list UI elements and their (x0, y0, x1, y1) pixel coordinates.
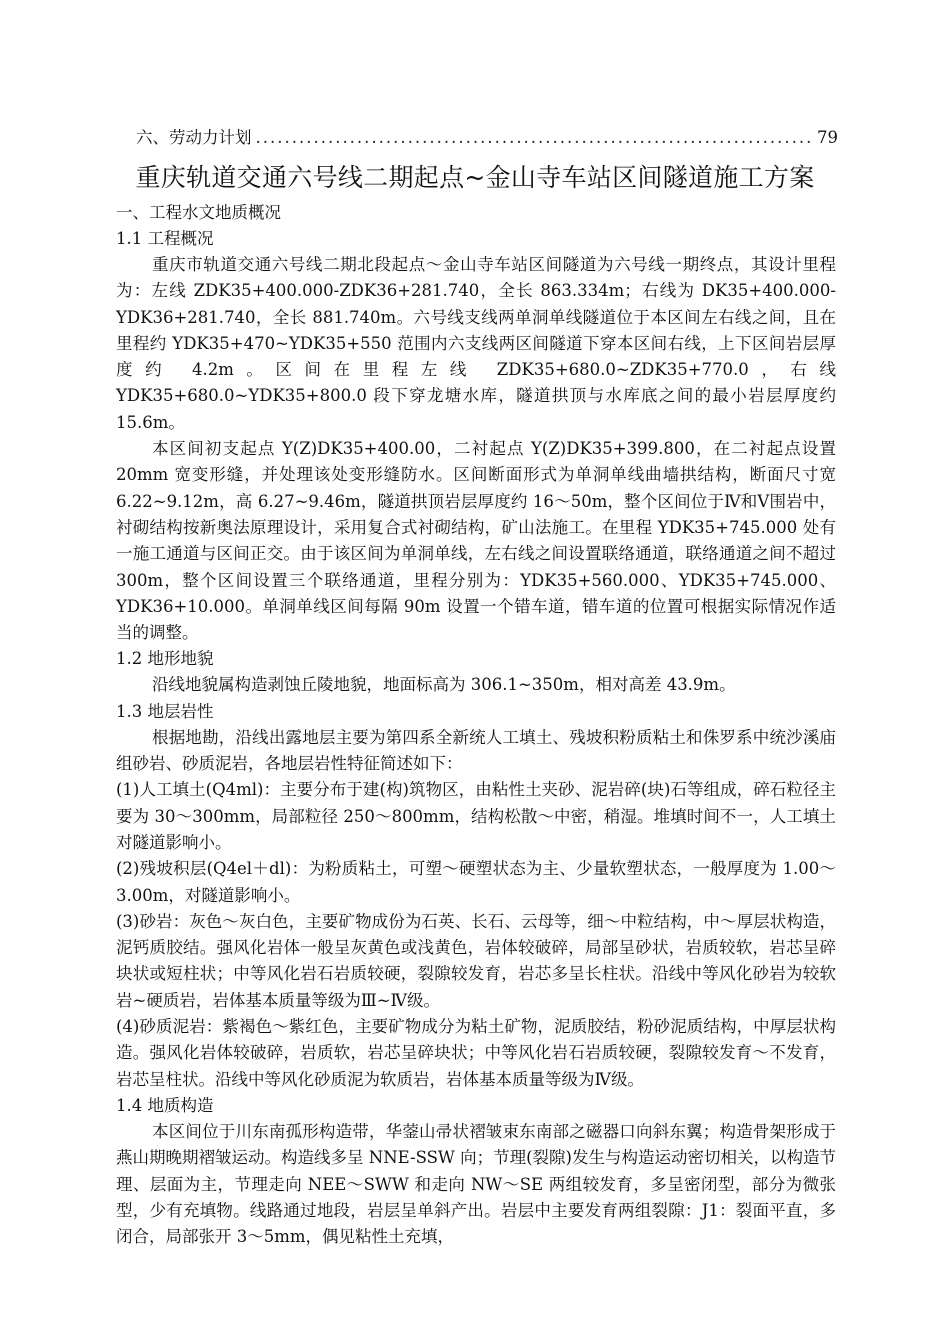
paragraph: 根据地勘，沿线出露地层主要为第四系全新统人工填土、残坡积粉质粘土和侏罗系中统沙溪庙组砂岩、砂质泥岩，各地层岩性特征简述如下： (116, 727, 836, 774)
list-item: (4)砂质泥岩：紫褐色～紫红色，主要矿物成分为粘土矿物，泥质胶结，粉砂泥质结构，中厚层状构造。强风化岩体较破碎，岩质软，岩芯呈碎块状；中等风化岩石岩质较硬，裂隙较发育～不发育，岩芯呈柱状。沿线中等风化砂质泥为软质岩，岩体基本质量等级为Ⅳ级。 (116, 1017, 836, 1089)
toc-page-number: 79 (817, 128, 838, 147)
paragraph: 本区间初支起点 Y(Z)DK35+400.00，二衬起点 Y(Z)DK35+399.800，在二衬起点设置 20mm 宽变形缝，并处理该处变形缝防水。区间断面形式为单洞单线曲墙拱结构，断面尺寸宽 6.22~9.12m，高 6.27~9.46m，隧道拱顶岩层厚度约 16～50m，整个区间位于Ⅳ和Ⅴ围岩中，衬砌结构按新奥法原理设计，采用复合式衬砌结构，矿山法施工。在里程 YDK35+745.000 处有一施工通道与区间正交。由于该区间为单洞单线，左右线之间设置联络通道，联络通道之间不超过 300m，整个区间设置三个联络通道，里程分别为：YDK35+560.000、YDK35+745.000、YDK36+10.000。单洞单线区间每隔 90m 设置一个错车道，错车道的位置可根据实际情况作适当的调整。 (116, 439, 836, 643)
toc-entry[interactable] (136, 124, 838, 148)
subsection-heading-1-4: 1.4 地质构造 (116, 1095, 214, 1115)
subsection-heading-1-3: 1.3 地层岩性 (116, 701, 214, 721)
toc-leader-dots (256, 128, 814, 147)
paragraph: 沿线地貌属构造剥蚀丘陵地貌，地面标高为 306.1~350m，相对高差 43.9m。 (152, 675, 736, 695)
document-body (116, 200, 836, 1250)
subsection-heading-1-2: 1.2 地形地貌 (116, 649, 214, 669)
subsection-heading-1-1: 1.1 工程概况 (116, 229, 214, 248)
paragraph: 重庆市轨道交通六号线二期北段起点～金山寺车站区间隧道为六号线一期终点，其设计里程为：左线 ZDK35+400.000-ZDK36+281.740，全长 863.334m；右线为 DK35+400.000-YDK36+281.740，全长 881.740m。六号线支线两单洞单线隧道位于本区间左右线之间，且在里程约 YDK35+470~YDK35+550 范围内六支线两区间隧道下穿本区间右线，上下区间岩层厚度约 4.2m。区间在里程左线 ZDK35+680.0~ZDK35+770.0，右线 YDK35+680.0~YDK35+800.0 段下穿龙塘水库，隧道拱顶与水库底之间的最小岩层厚度约 15.6m。 (116, 255, 836, 432)
list-item: (3)砂岩：灰色～灰白色，主要矿物成份为石英、长石、云母等，细～中粒结构，中～厚层状构造，泥钙质胶结。强风化岩体一般呈灰黄色或浅黄色，岩体较破碎，局部呈砂状，岩质较软，岩芯呈碎块状或短柱状；中等风化岩石岩质较硬，裂隙较发育，岩芯多呈长柱状。沿线中等风化砂岩为较软岩~硬质岩，岩体基本质量等级为Ⅲ~Ⅳ级。 (116, 911, 836, 1010)
section-heading: 一、工程水文地质概况 (116, 203, 281, 222)
document-title: 重庆轨道交通六号线二期起点~金山寺车站区间隧道施工方案 (135, 163, 815, 192)
toc-entry-label: 六、劳动力计划 (136, 128, 252, 147)
list-item: (1)人工填土(Q4ml)：主要分布于建(构)筑物区，由粘性土夹砂、泥岩碎(块)石等组成，碎石粒径主要为 30～300mm，局部粒径 250～800mm，结构松散～中密，稍湿。堆填时间不一，人工填土对隧道影响小。 (116, 780, 836, 852)
list-item: (2)残坡积层(Q4el＋dl)：为粉质粘土，可塑～硬塑状态为主、少量软塑状态，一般厚度为 1.00～3.00m，对隧道影响小。 (116, 859, 836, 905)
paragraph: 本区间位于川东南孤形构造带，华蓥山帚状褶皱束东南部之磁器口向斜东翼；构造骨架形成于燕山期晚期褶皱运动。构造线多呈 NNE-SSW 向；节理(裂隙)发生与构造运动密切相关，以构造节理、层面为主，节理走向 NEE～SWW 和走向 NW～SE 两组较发育，多呈密闭型，部分为微张型，少有充填物。线路通过地段，岩层呈单斜产出。岩层中主要发育两组裂隙：J1：裂面平直，多闭合，局部张开 3～5mm，偶见粘性土充填， (116, 1121, 836, 1247)
